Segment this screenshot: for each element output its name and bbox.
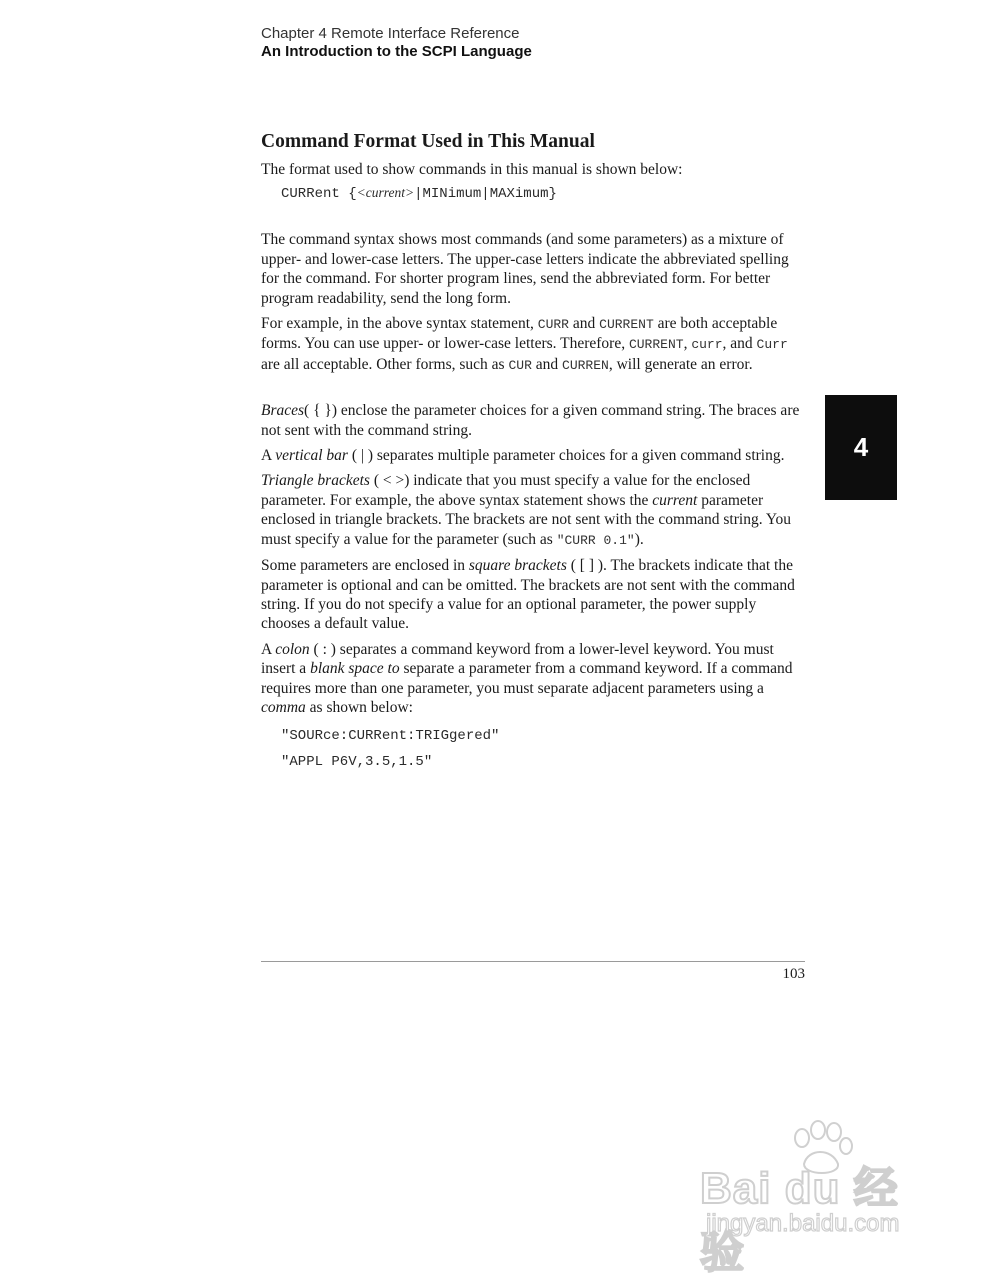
text: parameter enclosed in triangle brackets. The brackets are not sent with the command string. You must specify a value for the parameter (such as [261,491,792,548]
emphasis: Triangle brackets [261,472,370,490]
emphasis: square brackets [468,557,567,575]
footer-divider [261,961,805,962]
syntax-rest: |MINimum|MAXimum} [414,186,557,203]
text: ( [ ] ). The brackets indicate that the parameter is optional and can be omitted. The brackets are not sent with the command string. If you do not specify a value for an optional parameter, the power supply chooses a default value. [261,557,795,633]
colon-paragraph [261,640,801,718]
vertical-bar-paragraph [261,446,801,465]
syntax-open-brace: { [348,186,357,203]
text: , [683,335,692,353]
emphasis: Braces [261,402,305,420]
inline-code: "CURR 0.1" [556,532,635,548]
text: and [569,315,600,333]
text: Some parameters are enclosed in [261,557,469,575]
inline-code: CURREN [562,357,609,373]
watermark [700,1130,940,1277]
main-content [261,130,801,773]
text: ). [634,530,644,548]
code-example-2: "APPL P6V,3.5,1.5" [281,754,433,771]
text: A [261,447,276,465]
text: A [261,640,276,658]
text: For example, in the above syntax statement, [261,315,538,333]
syntax-param: <current> [356,185,415,201]
syntax-example [281,185,801,202]
chapter-tab: 4 [825,395,897,500]
inline-code: CURRENT [628,337,684,353]
inline-code: CURRENT [599,317,654,333]
emphasis: colon [275,640,310,658]
chapter-line: Chapter 4 Remote Interface Reference [261,25,520,42]
emphasis: current [652,491,698,509]
square-brackets-paragraph [261,556,801,634]
text: separate a parameter from a command keyword. If a command requires more than one parameter, you must separate adjacent parameters using a [261,660,793,697]
section-line: An Introduction to the SCPI Language [261,43,532,60]
example-paragraph [261,314,801,375]
intro-paragraph: The format used to show commands in this manual is shown below: [261,161,683,178]
emphasis: blank space to [310,660,400,678]
inline-code: Curr [756,337,788,353]
text: are both acceptable forms. You can use upper- or lower-case letters. Therefore, [261,315,778,353]
emphasis: comma [261,698,306,716]
emphasis: vertical bar [275,447,348,465]
text: , and [722,335,757,353]
text: ( < >) indicate that you must specify a value for the enclosed parameter. For example, the above syntax statement shows the [261,472,751,509]
running-header [261,25,532,61]
text: are all acceptable. Other forms, such as [261,355,509,373]
inline-code: CURR [537,317,569,333]
triangle-brackets-paragraph [261,471,801,550]
page-number: 103 [782,966,805,982]
text: ( : ) separates a command keyword from a lower-level keyword. You must insert a [261,640,774,678]
code-example-1: "SOURce:CURRent:TRIGgered" [281,728,500,745]
section-title: Command Format Used in This Manual [261,131,595,152]
text: as shown below: [305,698,413,716]
text: ( | ) separates multiple parameter choices for a given command string. [347,447,785,465]
watermark-url: jingyan.baidu.com [706,1210,900,1237]
watermark-brand: Bai du 经验 [700,1164,899,1277]
inline-code: curr [691,337,723,353]
syntax-paragraph: The command syntax shows most commands (and some parameters) as a mixture of upper- and lower-case letters. The upper-case letters indicate the abbreviated spelling for the command. For shorter program lines, send the abbreviated form. For better program readability, send the long form. [261,231,789,307]
text: , will generate an error. [608,355,753,373]
inline-code: CUR [508,357,532,373]
syntax-keyword: CURRent [281,186,340,203]
text: ( { }) enclose the parameter choices for a given command string. The braces are not sent with the command string. [261,402,800,439]
braces-paragraph [261,401,801,440]
text: and [531,355,563,373]
